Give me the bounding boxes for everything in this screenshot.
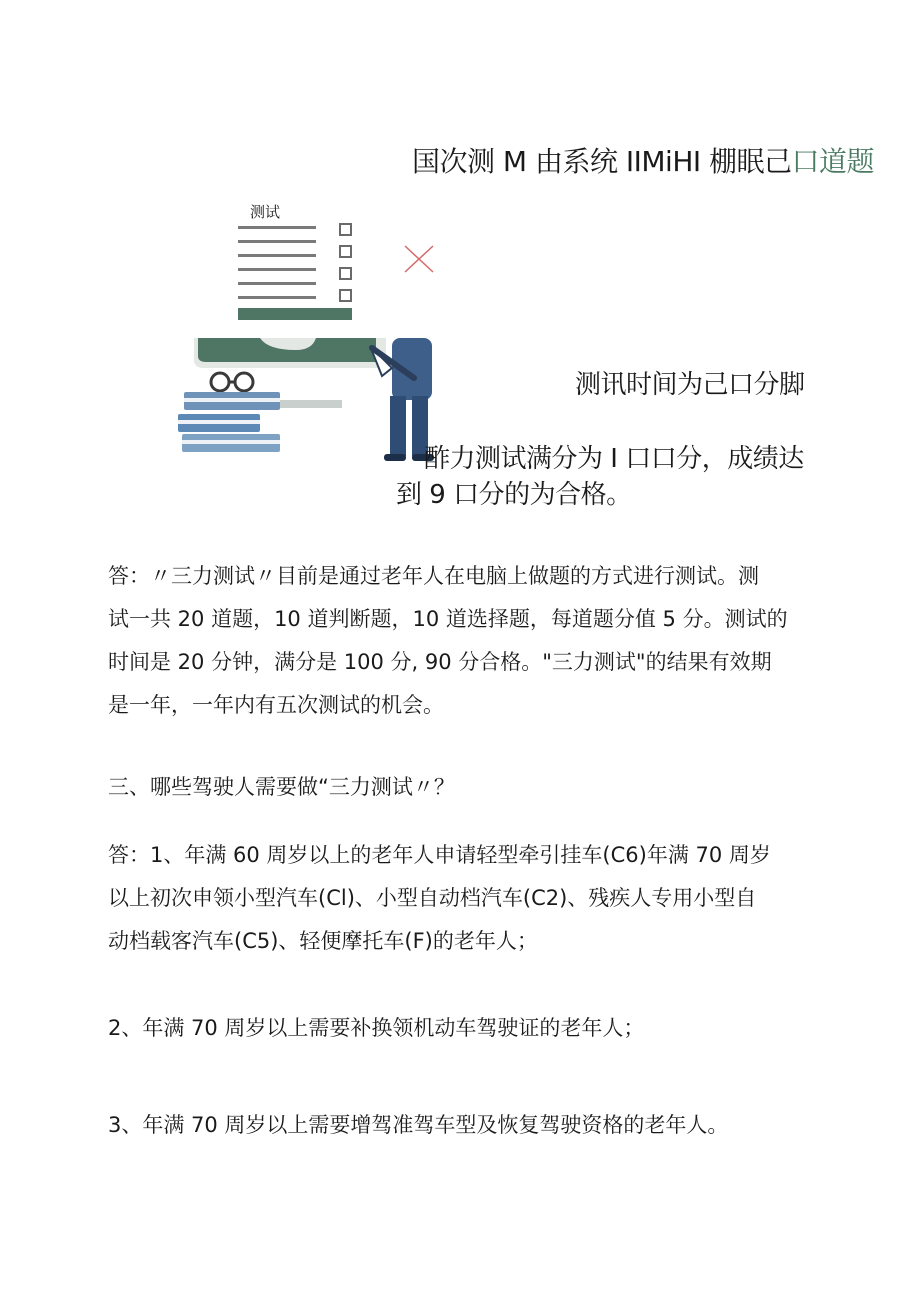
page-title [412,140,874,180]
full-score-text: 酢力测试满分为 I 口口分，成绩达 [424,444,804,474]
classroom-illustration [176,338,440,468]
list-item-2: 2、年满 70 周岁以上需要补换领机动车驾驶证的老年人； [108,1016,645,1040]
test-duration-text: 测讯时间为己口分脚 [575,370,805,400]
books-icon [178,392,280,452]
paragraph-line: 是一年，一年内有五次测试的机会。 [108,693,444,717]
list-item-3: 3、年满 70 周岁以上需要增驾准驾车型及恢复驾驶资格的老年人。 [108,1113,729,1137]
paragraph-line: 答：1、年满 60 周岁以上的老年人申请轻型牵引挂车(C6)年满 70 周岁 [108,843,771,867]
checklist-card-label: 测试 [250,203,281,221]
x-mark-icon [403,244,435,274]
paragraph-line: 时间是 20 分钟，满分是 100 分, 90 分合格。"三力测试"的结果有效期 [108,650,772,674]
paragraph-line: 试一共 20 道题，10 道判断题，10 道选择题，每道题分值 5 分。测试的 [108,607,788,631]
answer-paragraph-2 [108,834,848,963]
answer-paragraph-1 [108,555,848,727]
paragraph-line: 以上初次申领小型汽车(Cl)、小型自动档汽车(C2)、残疾人专用小型自 [108,886,757,910]
paragraph-line: 动档载客汽车(C5)、轻便摩托车(F)的老年人； [108,929,538,953]
pass-score-text: 到 9 口分的为合格。 [396,480,632,510]
page-title-accent: 口道题 [791,145,875,178]
paragraph-line: 答：〃三力测试〃目前是通过老年人在电脑上做题的方式进行测试。测 [108,564,759,588]
glasses-icon [211,373,253,391]
section-heading: 三、哪些驾驶人需要做“三力测试〃？ [108,775,455,799]
page-title-main: 国次测 M 由系统 IIMiHI 棚眠己 [412,145,792,178]
checklist-icon [236,220,360,322]
